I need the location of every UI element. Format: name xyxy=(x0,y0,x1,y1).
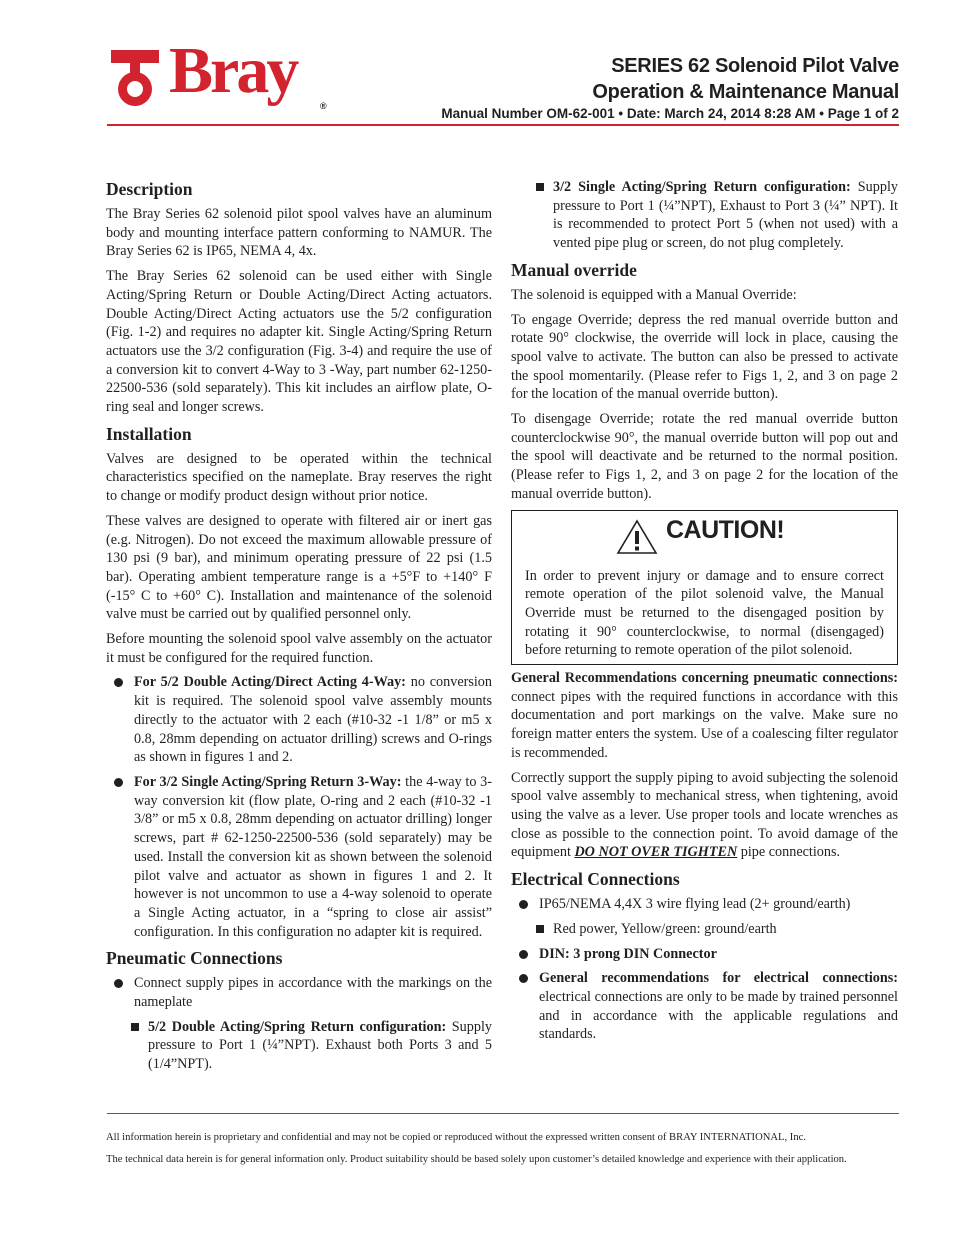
caution-title: CAUTION! xyxy=(666,515,785,544)
do-not-over-tighten: DO NOT OVER TIGHTEN xyxy=(574,844,738,861)
description-paragraph-1: The Bray Series 62 solenoid pilot spool valves have an aluminum body and mounting interface pattern conforming to NAMUR. The Bray Series 62 is IP65, NEMA 4, 4x. xyxy=(106,206,492,260)
list-item xyxy=(106,1018,492,1074)
document-subtitle: Operation & Maintenance Manual xyxy=(592,81,899,103)
bullet-lead: 3/2 Single Acting/Spring Return configuration: xyxy=(553,179,851,195)
piping-support-paragraph xyxy=(511,769,898,863)
list-item xyxy=(511,895,898,914)
list-item xyxy=(106,974,492,1011)
bray-logo xyxy=(107,34,337,116)
document-title: SERIES 62 Solenoid Pilot Valve xyxy=(611,55,899,77)
header-divider xyxy=(107,124,899,126)
footer-divider xyxy=(107,1113,899,1114)
list-item xyxy=(511,969,898,1044)
override-paragraph-1: The solenoid is equipped with a Manual Override: xyxy=(511,286,797,303)
general-recommendations xyxy=(511,669,898,763)
bullet-text: IP65/NEMA 4,4X 3 wire flying lead (2+ ground/earth) xyxy=(539,896,851,913)
piping-text-before: Correctly support the supply piping to avoid subjecting the solenoid spool valve assembly to mechanical stress, when tightening, avoid using the valve as a lever. Use proper tools and locate wrenches as close as possible to the connection point. To avoid damage of the equipment xyxy=(511,769,898,861)
brand-wordmark: Bray xyxy=(169,34,297,107)
bullet-lead: General recommendations for electrical connections: xyxy=(539,970,898,987)
piping-text-after: pipe connections. xyxy=(737,844,841,861)
right-column xyxy=(511,178,898,1050)
list-item xyxy=(511,178,898,253)
footer-disclaimer: The technical data herein is for general information only. Product suitability should be based solely upon customer’s detailed knowledge and experience with their application. xyxy=(106,1154,847,1165)
bullet-text: Red power, Yellow/green: ground/earth xyxy=(553,920,777,937)
list-item xyxy=(511,945,898,964)
bullet-text: electrical connections are only to be made by trained personnel and in accordance with the applicable regulations and standards. xyxy=(539,988,898,1043)
installation-heading: Installation xyxy=(106,423,192,444)
general-lead: General Recommendations concerning pneumatic connections: xyxy=(511,670,898,687)
warning-icon xyxy=(616,519,658,555)
caution-box xyxy=(511,510,898,666)
list-item xyxy=(106,673,492,767)
left-column xyxy=(106,178,492,1080)
bullet-text: no conversion kit is required. The solenoid spool valve assembly mounts directly to the actuator with 2 each (#10-32 -1 1/8” or m5 x 0.8, 28mm depending on actuator drilling) screws and O-rings as shown in figures 1 and 2. xyxy=(134,674,492,766)
bullet-text: the 4-way to 3-way conversion kit (flow plate, O-ring and 2 each (#10-32 -1 3/8” or m5 x 0.8, 28mm depending on actuator drilling) longer screws, part # 62-1250-22500-536 (sold separately) may be used. Install the conversion kit as shown between the solenoid pilot valve and actuator as shown in figures 1 and 2. It however is not uncommon to use a 4-way solenoid to operate a Single Acting actuator, in a “spring to close air assist” configuration. In this configuration no adapter kit is required. xyxy=(134,773,492,940)
title-block xyxy=(441,53,899,123)
caution-text: In order to prevent injury or damage and to ensure correct remote operation of the pilot solenoid valve, the Manual Override must be returned to the disengaged position by rotating it 90° counterclockwise, to normal (disengaged) before returning to remote operation of the pilot solenoid. xyxy=(525,567,884,659)
bullet-text: DIN: 3 prong DIN Connector xyxy=(539,945,717,962)
bullet-lead: 5/2 Double Acting/Spring Return configuration: xyxy=(148,1018,447,1035)
installation-paragraph-2: These valves are designed to operate with filtered air or inert gas (e.g. Nitrogen). Do not exceed the maximum allowable pressure of 130 psi (9 bar), and minimum operating pressure of 22 psi (1.5 bar). Operating ambient temperature range is a +5°F to +140° F (-15° C to +60° C). Installation and maintenance of the solenoid valve must be carried out by qualified personnel only. xyxy=(106,512,492,623)
installation-paragraph-3: Before mounting the solenoid spool valve assembly on the actuator it must be configured for the required function. xyxy=(106,631,492,666)
list-item xyxy=(106,773,492,941)
override-paragraph-2: To engage Override; depress the red manual override button and rotate 90° clockwise, the override will lock in place, causing the spool valve to activate. The button can also be pressed to activate the spool momentarily. (Please refer to Figs 1, 2, and 3 on page 2 for the location of the manual override button). xyxy=(511,311,898,403)
bray-logo-icon xyxy=(107,48,163,108)
bullet-text: Connect supply pipes in accordance with the markings on the nameplate xyxy=(134,975,492,1011)
description-paragraph-2: The Bray Series 62 solenoid can be used either with Single Acting/Spring Return or Double Acting/Direct Acting actuators. Double Acting/Direct Acting actuators use the 5/2 configuration (Fig. 1-2) and requires no adapter kit. Single Acting/Spring Return actuators use the 3/2 configuration (Fig. 3-4) and require the use of a conversion kit to convert 4-Way to 3 -Way, part number 62-1250-22500-536 (sold separately). This kit includes an airflow plate, O-ring seal and longer screws. xyxy=(106,268,492,416)
bullet-lead: For 5/2 Double Acting/Direct Acting 4-Way: xyxy=(134,674,406,691)
registered-mark: ® xyxy=(320,101,327,111)
pneumatic-heading: Pneumatic Connections xyxy=(106,948,283,969)
footer-confidentiality: All information herein is proprietary and confidential and may not be copied or reproduced without the expressed written consent of BRAY INTERNATIONAL, Inc. xyxy=(106,1132,806,1143)
bullet-text: Supply pressure to Port 1 (¼”NPT). Exhaust both Ports 3 and 5 (1/4”NPT). xyxy=(148,1018,492,1073)
bullet-lead: For 3/2 Single Acting/Spring Return 3-Way: xyxy=(134,773,402,790)
caution-header xyxy=(525,511,884,563)
list-item xyxy=(511,920,898,939)
description-heading: Description xyxy=(106,179,193,199)
electrical-heading: Electrical Connections xyxy=(511,869,680,890)
bullet-text: Supply pressure to Port 1 (¼”NPT), Exhaust to Port 3 (¼” NPT). It is recommended to protect Port 5 (when not used) with a vented pipe plug or screen, do not plug completely. xyxy=(553,179,898,252)
installation-paragraph-1: Valves are designed to be operated within the technical characteristics specified on the nameplate. Bray reserves the right to change or modify product design without prior notice. xyxy=(106,450,492,505)
manual-override-heading: Manual override xyxy=(511,259,637,280)
manual-meta: Manual Number OM-62-001 • Date: March 24, 2014 8:28 AM • Page 1 of 2 xyxy=(441,106,899,121)
general-text: connect pipes with the required functions in accordance with this documentation and port markings on the valve. Make sure no foreign matter enters the system. Use of a coalescing filter regulator is recommended. xyxy=(511,688,898,761)
override-paragraph-3: To disengage Override; rotate the red manual override button counterclockwise 90°, the manual override button will pop out and the spool will deactivate and be returned to the normal position. (Please refer to Figs 1, 2, and 3 on page 2 for the location of the manual override button). xyxy=(511,411,898,502)
